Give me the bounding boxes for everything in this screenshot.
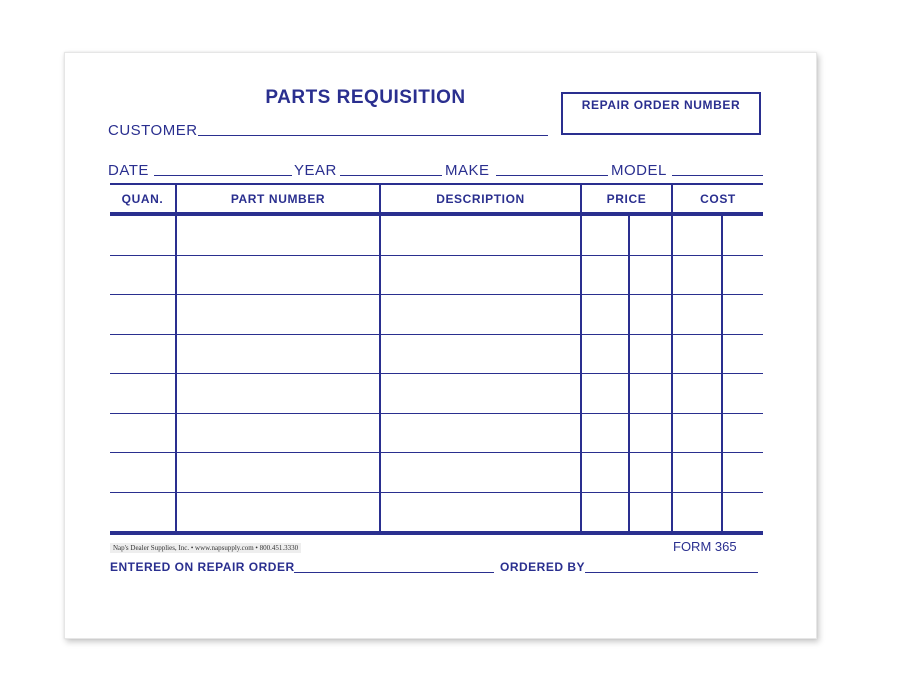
entered-on-repair-order-label: ENTERED ON REPAIR ORDER [110,560,295,574]
column-divider-description [580,183,582,533]
table-row-line [110,413,763,414]
table-row-line [110,373,763,374]
make-field[interactable] [496,175,608,176]
cost-cents-divider [721,214,723,533]
price-cents-divider [628,214,630,533]
model-label: MODEL [611,162,667,179]
date-field[interactable] [154,175,292,176]
publisher-info: Nap's Dealer Supplies, Inc. • www.napsupply.com • 800.451.3330 [110,543,301,553]
ordered-by-field[interactable] [585,572,758,573]
column-divider-price [671,183,673,533]
year-field[interactable] [340,175,442,176]
model-field[interactable] [672,175,763,176]
form-number: FORM 365 [673,539,737,554]
table-row-line [110,255,763,256]
make-label: MAKE [445,162,490,179]
entered-on-repair-order-field[interactable] [294,572,494,573]
requisition-form-sheet [64,52,817,639]
column-header-price: PRICE [606,192,647,206]
customer-label: CUSTOMER [108,122,198,139]
date-label: DATE [108,162,149,179]
repair-order-number-box[interactable] [561,92,761,135]
repair-order-number-label: REPAIR ORDER NUMBER [581,98,741,112]
table-row-line [110,294,763,295]
table-top-border [110,183,763,185]
column-divider-part-number [379,183,381,533]
form-title-text: PARTS REQUISITION [265,87,466,108]
table-row-line [110,452,763,453]
column-header-part-number: PART NUMBER [230,192,326,206]
column-header-cost: COST [700,192,736,206]
customer-field[interactable] [198,135,548,136]
ordered-by-label: ORDERED BY [500,560,586,574]
column-header-description: DESCRIPTION [436,192,525,206]
column-divider-quantity [175,183,177,533]
year-label: YEAR [294,162,337,179]
table-row-line [110,334,763,335]
table-bottom-border [110,531,763,535]
column-header-quantity: QUAN. [121,192,164,206]
table-header-divider [110,212,763,216]
table-row-line [110,492,763,493]
